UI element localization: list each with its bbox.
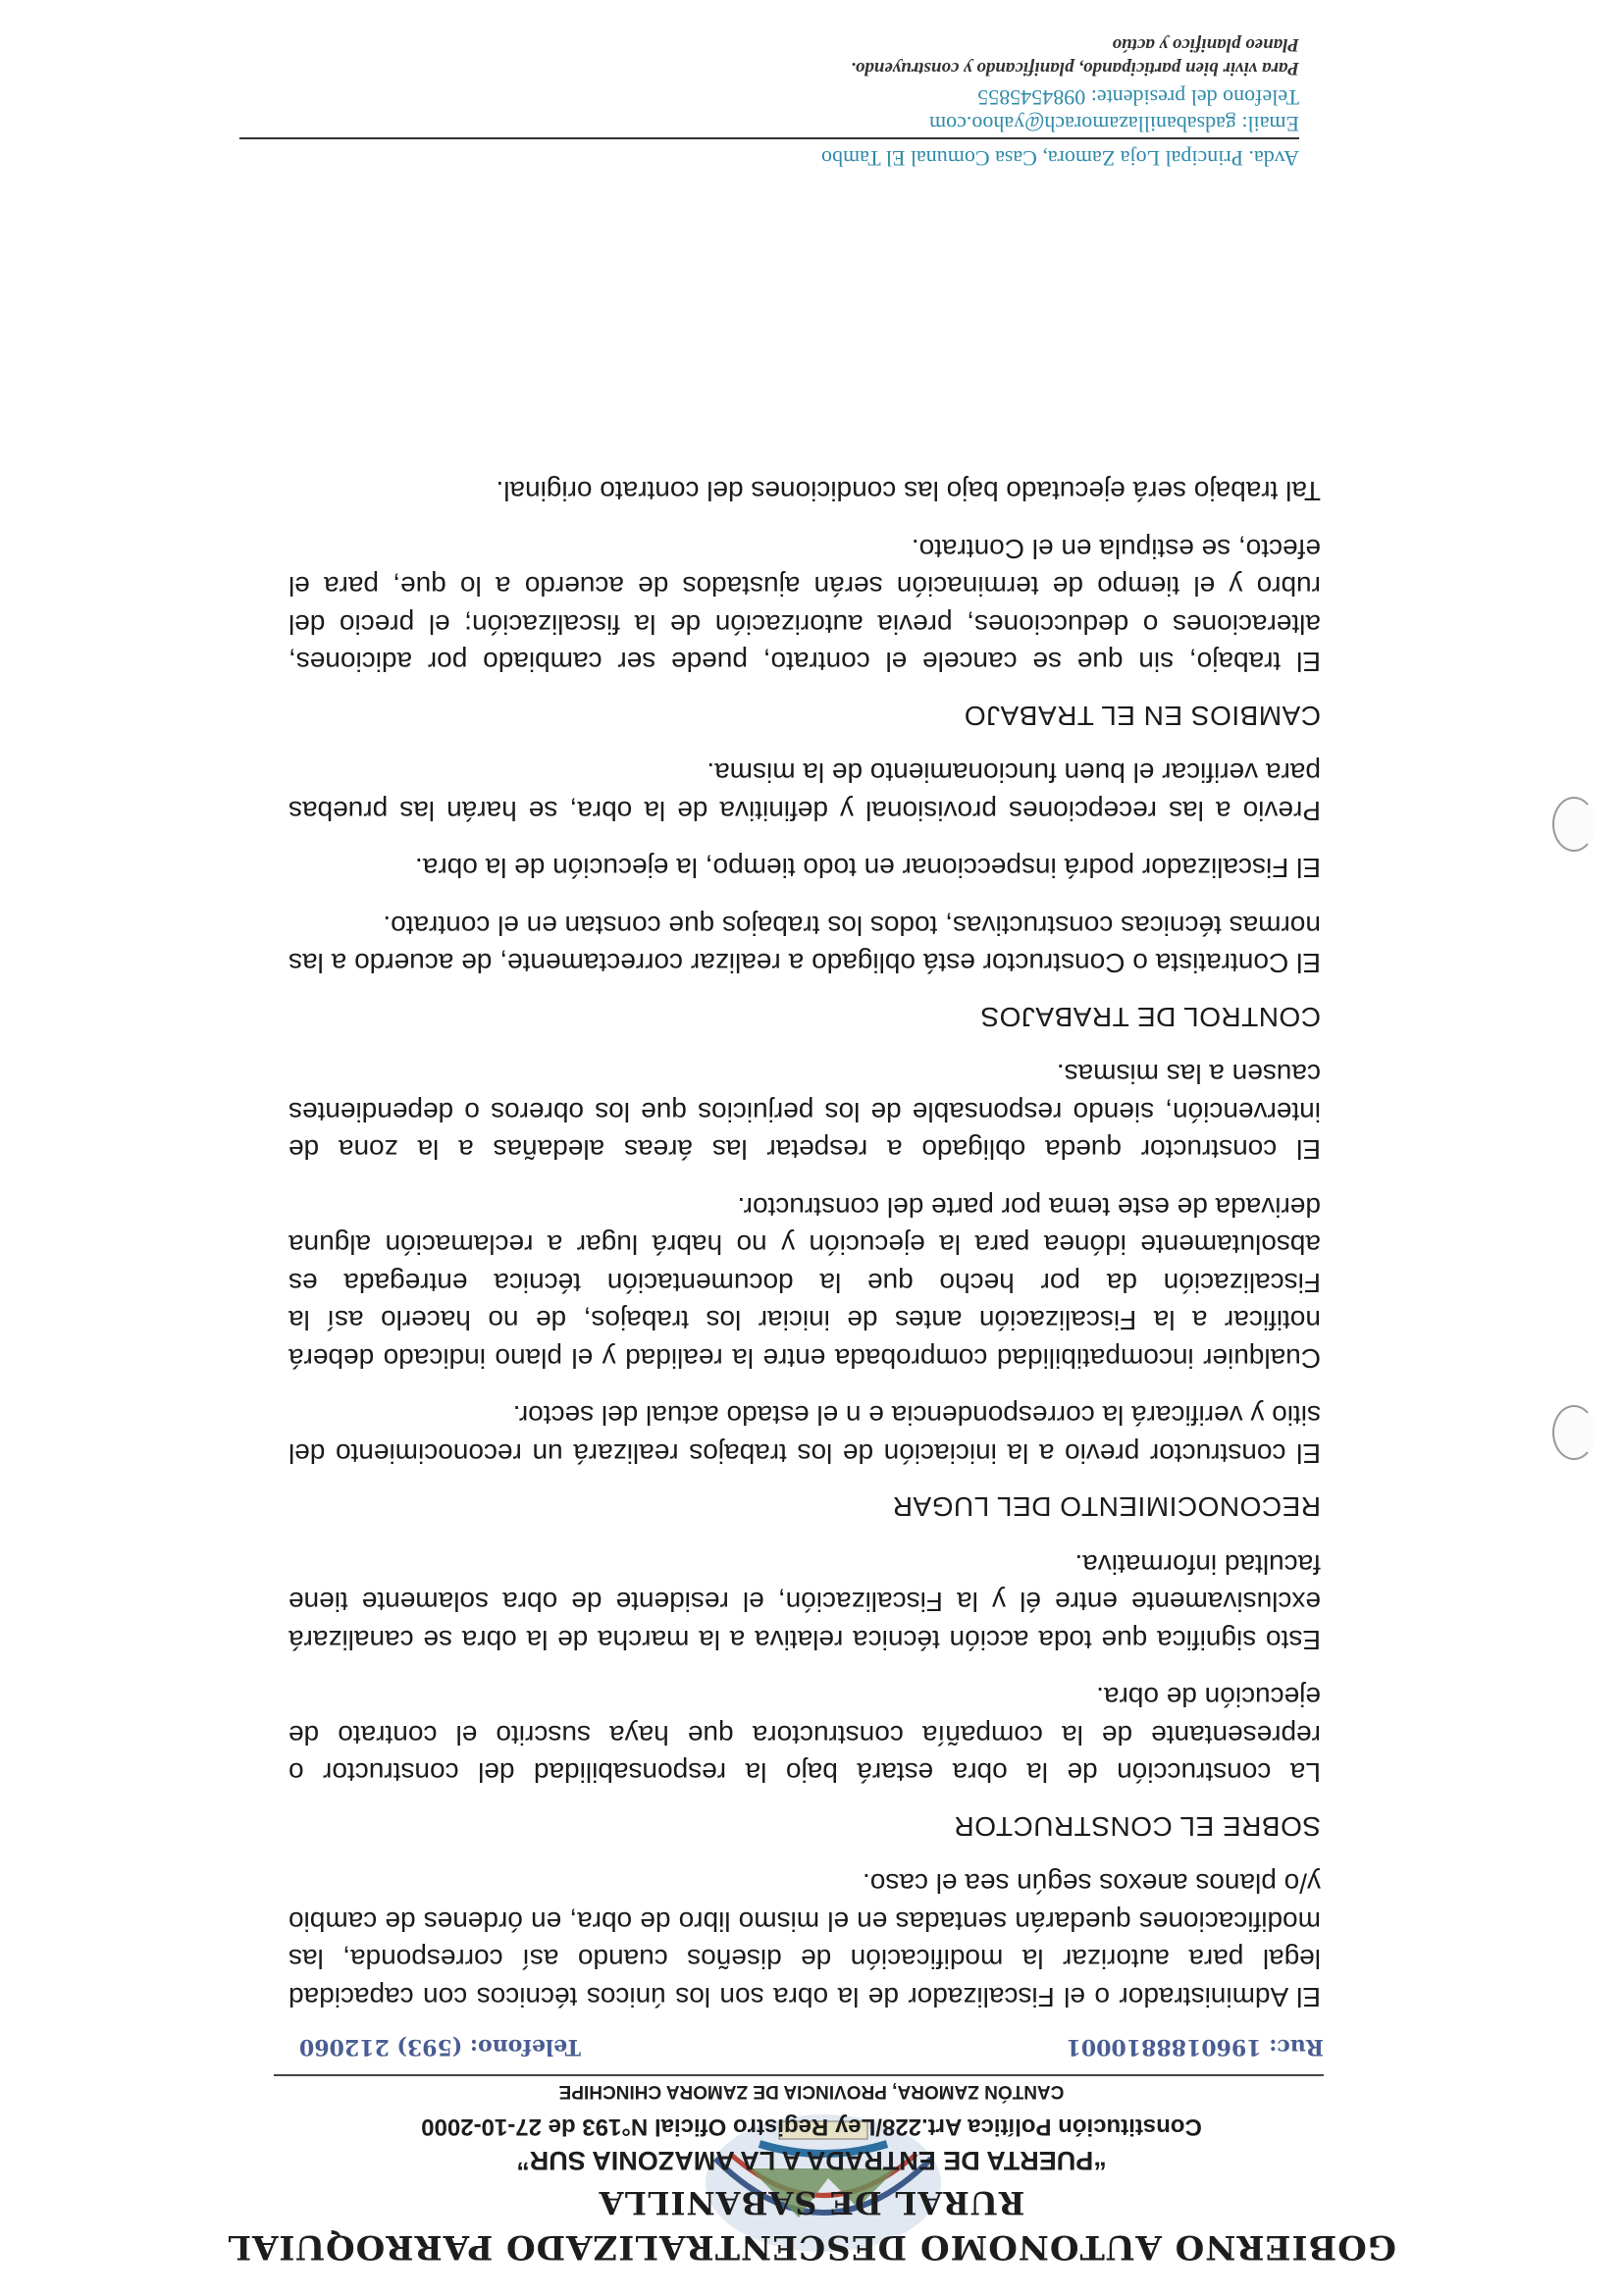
footer-address: Avda. Principal Loja Zamora, Casa Comunal El Tambo <box>820 146 1299 171</box>
paragraph-constructor-2: Esto significa que toda acción técnica relativa a la marcha de la obra se canalizará exclusivamente entre él y la Fiscalización, el residente de obra solamente tiene facultad informativa. <box>288 1549 1321 1655</box>
paragraph-site-survey-1: El constructor previo a la iniciación de los trabajos realizará un reconocimiento del sitio y verificará la correspondencia e n el estado actual del sector. <box>288 1400 1321 1469</box>
document-body <box>288 452 1321 2015</box>
footer-divider <box>239 137 1299 139</box>
letterhead-motto: “PUERTA DE ENTRADA A LA AMAZONIA SUR” <box>516 2146 1107 2175</box>
punch-hole <box>1552 797 1596 852</box>
letterhead-title: GOBIERNO AUTONOMO DESCENTRALIZADO PARROQUIAL <box>227 2227 1396 2267</box>
heading-site-survey: RECONOCIMIENTO DEL LUGAR <box>892 1491 1321 1523</box>
paragraph-site-survey-2: Cualquier incompatibilidad comprobada entre la realidad y el plano indicado deberá notificar a la Fiscalización antes de iniciar los trabajos, de no hacerlo así la Fiscalización da por hecho que la documentación técnica entregada es absolutamente idónea para la ejecución y no habrá lugar a reclamación alguna derivada de este tema por parte del constructor. <box>288 1192 1321 1374</box>
letterhead-constitution: Constitución Política Art.228/Ley Registro Oficial N°193 de 27-10-2000 <box>421 2113 1202 2140</box>
heading-work-control: CONTROL DE TRABAJOS <box>979 1002 1321 1032</box>
paragraph-constructor-1: La construcción de la obra estará bajo la responsabilidad del constructor o representante de la compañía constructora que haya suscrito el contrato de ejecución de obra. <box>288 1682 1321 1789</box>
heading-work-changes: CAMBIOS EN EL TRABAJO <box>964 701 1321 731</box>
footer-phone: Telefono del presidente: 0984545855 <box>977 85 1299 110</box>
letterhead-subtitle: RURAL DE SABANILLA <box>598 2184 1025 2221</box>
letterhead-location: CANTÓN ZAMORA, PROVINCIA DE ZAMORA CHINCHIPE <box>558 2081 1065 2102</box>
letterhead-ruc: Ruc: 1960188810001 <box>1066 2034 1324 2060</box>
letterhead-divider <box>274 2074 1324 2076</box>
footer-email: Email: gadsabanillazamorach@yahoo.com <box>928 112 1299 136</box>
paragraph-site-survey-3: El constructor queda obligado a respetar las áreas aledañas a la zona de intervención, siendo responsable de los perjuicios que los obreros o dependientes causen a las mismas. <box>288 1059 1321 1166</box>
footer-slogan-2: Planeo planifico y actúo <box>1112 34 1299 55</box>
letterhead-phone: Telefono: (593) 212060 <box>299 2034 582 2060</box>
paragraph-work-control-3: Previo a las recepciones provisional y definitiva de la obra, se harán las pruebas para verificar el buen funcionamiento de la misma. <box>288 757 1321 826</box>
paragraph-work-changes-2: Tal trabajo será ejecutado bajo las condiciones del contrato original. <box>496 476 1321 507</box>
paragraph-work-control-2: El Fiscalizador podrá inspeccionar en todo tiempo, la ejecución de la obra. <box>415 853 1321 884</box>
paragraph-work-control-1: El Contratista o Constructor está obligado a realizar correctamente, de acuerdo a las normas técnicas constructivas, todos los trabajos que constan en el contrato. <box>288 911 1321 979</box>
heading-constructor: SOBRE EL CONSTRUCTOR <box>953 1811 1321 1842</box>
punch-hole <box>1552 1405 1596 1460</box>
footer-slogan: Para vivir bien participando, planificando y construyendo. <box>850 58 1299 78</box>
paragraph-work-changes-1: El trabajo, sin que se cancele el contrato, puede ser cambiado por adiciones, alteraciones o deducciones, previa autorización de la fiscalización; el precio del rubro y el tiempo de terminación serán ajustados de acuerdo a lo que, para el efecto, se estipula en el Contrato. <box>288 534 1321 678</box>
paragraph-administrator: El Administrador o el Fiscalizador de la obra son los únicos técnicos con capacidad legal para autorizar la modificación de diseños cuando así corresponda, las modificaciones quedarán sentadas en el mismo libro de obra, en órdenes de cambio y/o planos anexos según sea el caso. <box>288 1868 1321 2012</box>
